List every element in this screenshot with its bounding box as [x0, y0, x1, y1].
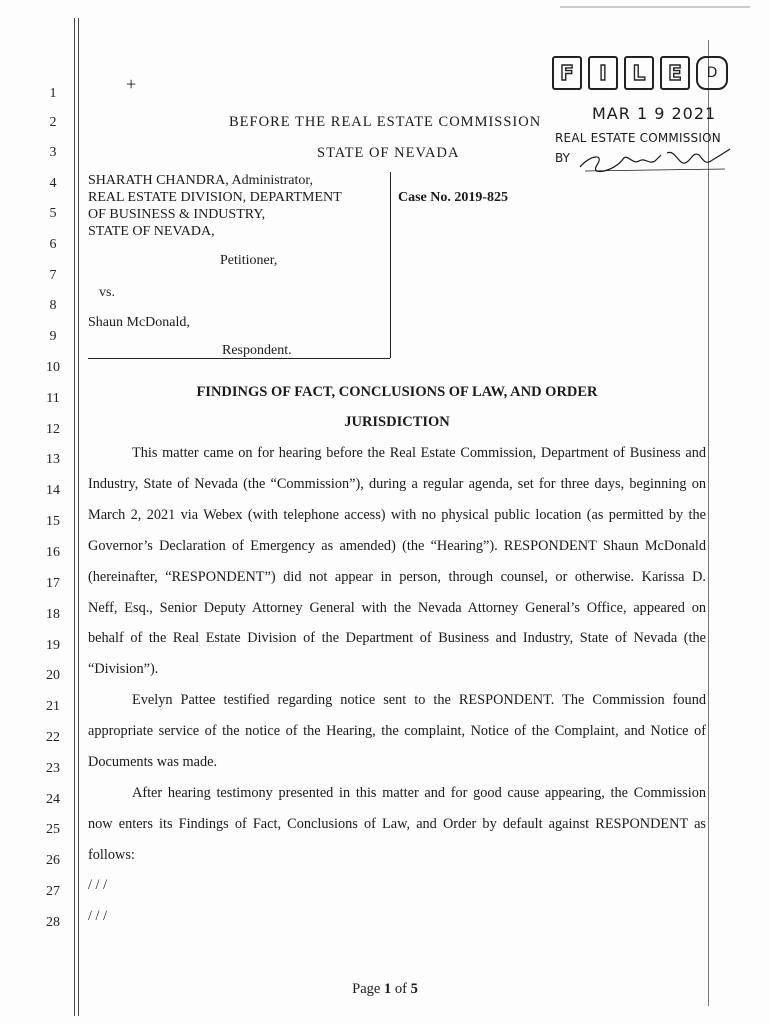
body-line: Documents was made. [88, 754, 218, 770]
line-number: 20 [46, 668, 60, 683]
plus-marker: + [126, 74, 137, 94]
line-number: 22 [46, 730, 60, 745]
petitioner-line: SHARATH CHANDRA, Administrator, [88, 173, 314, 188]
line-number: 18 [46, 607, 60, 622]
caption-bottom-rule [88, 358, 390, 359]
stamp-org: REAL ESTATE COMMISSION [555, 131, 721, 145]
top-edge-line [560, 6, 750, 8]
line-number: 12 [46, 422, 60, 437]
line-number: 17 [46, 576, 60, 591]
line-number: 23 [46, 761, 60, 776]
court-header-line1: BEFORE THE REAL ESTATE COMMISSION [229, 114, 542, 130]
court-header-line2: STATE OF NEVADA [317, 145, 460, 161]
stamp-letter: E [660, 56, 690, 90]
respondent-label: Respondent. [222, 343, 292, 358]
line-number: 13 [46, 452, 60, 467]
line-number: 27 [46, 884, 60, 899]
body-line: Industry, State of Nevada (the “Commission”), during a regular agenda, set for three days, beginning on [88, 476, 706, 492]
stamp-letter: F [552, 56, 582, 90]
line-number: 6 [49, 237, 57, 252]
stamp-letter: I [588, 56, 618, 90]
body-line: appropriate service of the notice of the Hearing, the complaint, Notice of the Complaint, and Notice of [88, 723, 706, 739]
body-line: After hearing testimony presented in this matter and for good cause appearing, the Commission [132, 785, 706, 801]
body-line: behalf of the Real Estate Division of the Department of Business and Industry, State of Nevada (the [88, 630, 706, 646]
left-margin-line [74, 18, 75, 1016]
line-number: 26 [46, 853, 60, 868]
petitioner-line: STATE OF NEVADA, [88, 224, 215, 239]
stamp-by-label: BY [555, 151, 570, 165]
respondent-name: Shaun McDonald, [88, 315, 190, 330]
page-total: 5 [410, 981, 418, 997]
versus-label: vs. [99, 285, 115, 300]
body-line: follows: [88, 847, 135, 863]
page-of: of [394, 981, 407, 997]
body-line: (hereinafter, “RESPONDENT”) did not appear in person, through counsel, or otherwise. Karissa D. [88, 569, 706, 585]
body-line: Neff, Esq., Senior Deputy Attorney General with the Nevada Attorney General’s Office, appeared on [88, 600, 706, 616]
line-number: 4 [49, 176, 57, 191]
line-number: 11 [46, 391, 60, 406]
body-line: Governor’s Declaration of Emergency as amended) (the “Hearing”). RESPONDENT Shaun McDonald [88, 538, 706, 554]
case-number: Case No. 2019-825 [398, 190, 509, 205]
line-number: 25 [46, 822, 60, 837]
caption-divider [390, 172, 391, 358]
section-heading: JURISDICTION [344, 414, 450, 430]
document-title: FINDINGS OF FACT, CONCLUSIONS OF LAW, AND ORDER [196, 384, 598, 400]
body-line: / / / [88, 908, 108, 924]
line-number: 21 [46, 699, 60, 714]
page-prefix: Page [352, 981, 381, 997]
left-margin-line-inner [78, 18, 79, 1016]
body-line: “Division”). [88, 661, 159, 677]
body-line: / / / [88, 877, 108, 893]
petitioner-line: OF BUSINESS & INDUSTRY, [88, 207, 266, 222]
stamp-letter: L [624, 56, 654, 90]
page-current: 1 [383, 981, 392, 997]
line-number: 1 [49, 86, 57, 101]
line-number: 3 [49, 145, 57, 160]
line-number: 10 [46, 360, 60, 375]
petitioner-label: Petitioner, [220, 253, 278, 268]
body-line: Evelyn Pattee testified regarding notice sent to the RESPONDENT. The Commission found [132, 692, 706, 708]
petitioner-line: REAL ESTATE DIVISION, DEPARTMENT [88, 190, 342, 205]
body-line: This matter came on for hearing before the Real Estate Commission, Department of Business and [132, 445, 706, 461]
page-footer [0, 981, 770, 998]
line-number: 16 [46, 545, 60, 560]
line-number: 24 [46, 792, 60, 807]
right-margin-line [708, 40, 709, 1006]
body-line: now enters its Findings of Fact, Conclusions of Law, and Order by default against RESPONDENT as [88, 816, 706, 832]
handwritten-signature [575, 135, 735, 175]
line-number: 5 [49, 206, 57, 221]
line-number: 8 [49, 298, 57, 313]
line-number: 7 [49, 268, 57, 283]
line-number: 9 [49, 329, 57, 344]
stamp-date: MAR 1 9 2021 [592, 104, 717, 123]
line-number: 14 [46, 483, 60, 498]
line-number: 19 [46, 638, 60, 653]
line-number: 28 [46, 915, 60, 930]
line-number: 15 [46, 514, 60, 529]
body-line: March 2, 2021 via Webex (with telephone access) with no physical public location (as permitted by the [88, 507, 706, 523]
line-number: 2 [49, 115, 57, 130]
stamp-letter: D [696, 56, 728, 90]
filed-stamp [552, 56, 728, 90]
